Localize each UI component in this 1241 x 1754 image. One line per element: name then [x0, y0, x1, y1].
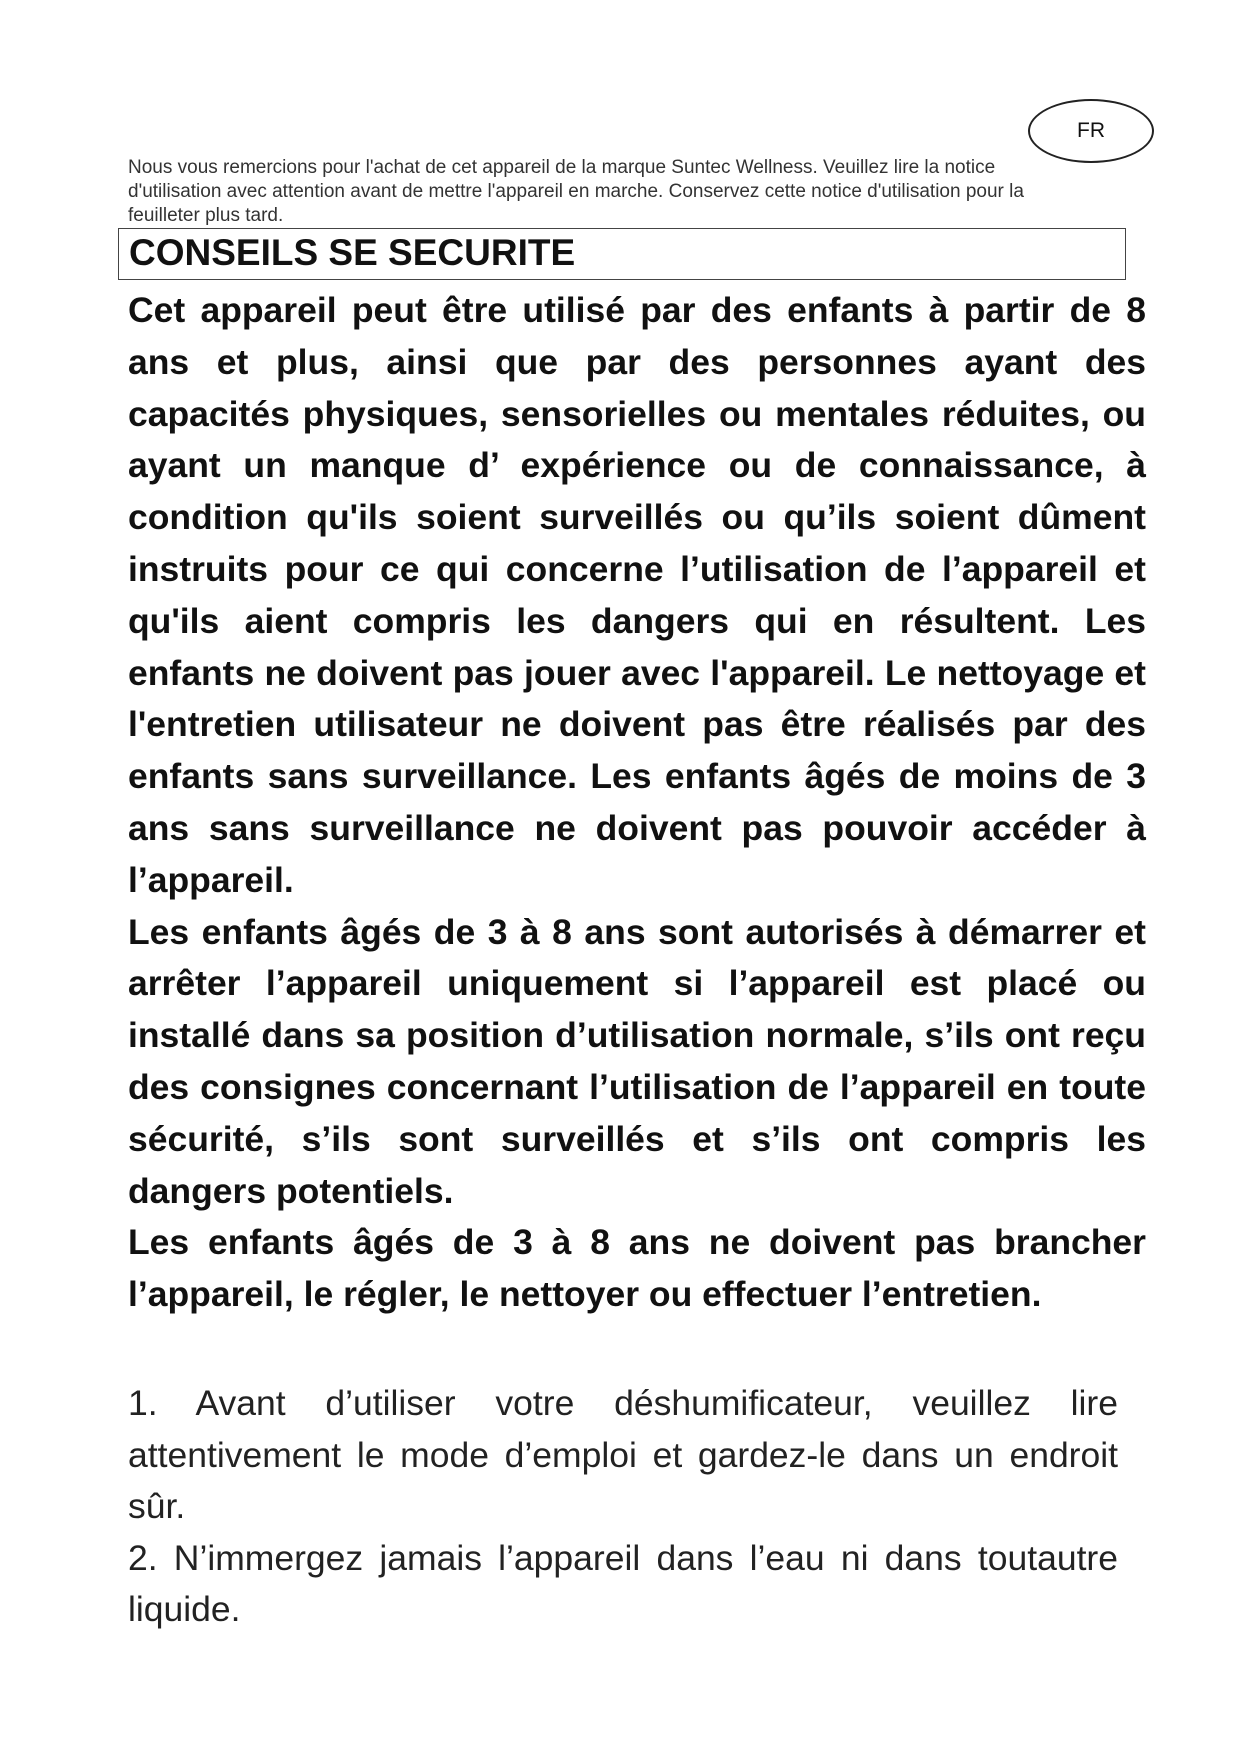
- safety-paragraph-children-3-to-8-operation: Les enfants âgés de 3 à 8 ans sont autorisés à démarrer et arrêter l’appareil uniquement si l’appareil est placé ou installé dans sa position d’utilisation normale, s’ils ont reçu des consignes concernant l’utilisation de l’appareil en toute sécurité, s’ils sont surveillés et s’ils ont compris les dangers potentiels.: [128, 911, 1146, 1211]
- instruction-item-1: 1. Avant d’utiliser votre déshumificateur, veuillez lire attentivement le mode d’emploi et gardez-le dans un endroit sûr.: [128, 1383, 1118, 1526]
- safety-warnings: [128, 285, 1146, 1321]
- language-badge: FR: [1028, 99, 1154, 163]
- instruction-item-2: 2. N’immergez jamais l’appareil dans l’eau ni dans toutautre liquide.: [128, 1537, 1118, 1629]
- section-title: CONSEILS SE SECURITE: [118, 228, 1126, 280]
- safety-paragraph-children-3-to-8-restrictions: Les enfants âgés de 3 à 8 ans ne doivent pas brancher l’appareil, le régler, le nettoyer ou effectuer l’entretien.: [128, 1222, 1146, 1315]
- intro-text: Nous vous remercions pour l'achat de cet appareil de la marque Suntec Wellness. Veuillez lire la notice d'utilisation avec attention avant de mettre l'appareil en marche. Conservez cette notice d'utilisation pour la feuilleter plus tard.: [128, 157, 1024, 226]
- safety-paragraph-children-supervision: Cet appareil peut être utilisé par des enfants à partir de 8 ans et plus, ainsi que par des personnes ayant des capacités physiques, sensorielles ou mentales réduites, ou ayant un manque d’ expérience ou de connaissance, à condition qu'ils soient surveillés ou qu’ils soient dûment instruits pour ce qui concerne l’utilisation de l’appareil et qu'ils aient compris les dangers qui en résultent. Les enfants ne doivent pas jouer avec l'appareil. Le nettoyage et l'entretien utilisateur ne doivent pas être réalisés par des enfants sans surveillance. Les enfants âgés de moins de 3 ans sans surveillance ne doivent pas pouvoir accéder à l’appareil.: [128, 290, 1146, 900]
- numbered-instructions: [128, 1378, 1118, 1636]
